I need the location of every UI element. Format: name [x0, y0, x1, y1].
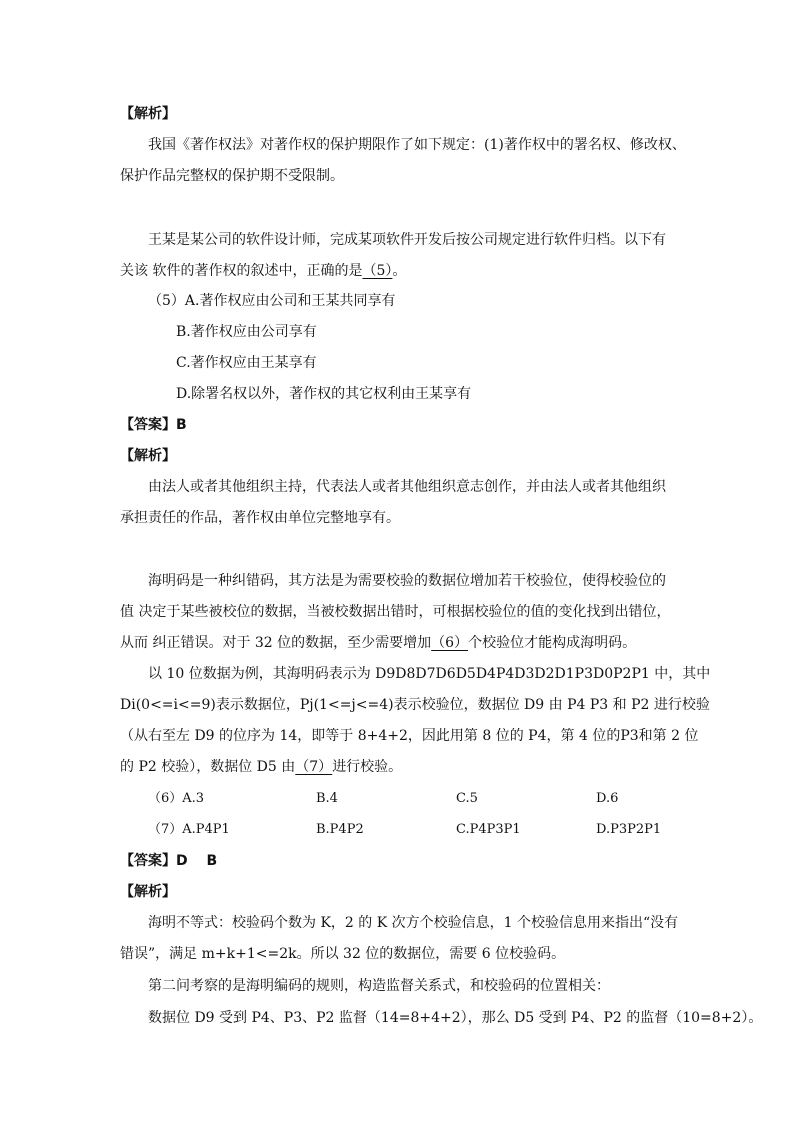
option-c: C.著作权应由王某享有	[176, 355, 317, 371]
paragraph-line: 我国《著作权法》对著作权的保护期限作了如下规定：(1)著作权中的署名权、修改权、	[148, 137, 686, 153]
question-6-line: Di(0<=i<=9)表示数据位，Pj(1<=j<=4)表示校验位，数据位 D9 由 P4 P3 和 P2 进行校验	[120, 697, 710, 713]
answer-value: D B	[176, 853, 218, 869]
blank-5: （5）	[362, 263, 393, 279]
question-5-line: 王某是某公司的软件设计师，完成某项软件开发后按公司规定进行软件归档。以下有	[148, 232, 666, 248]
paragraph-line: 第二问考察的是海明编码的规则，构造监督关系式，和校验码的位置相关：	[148, 978, 610, 994]
paragraph-line: 保护作品完整权的保护期不受限制。	[120, 168, 344, 184]
option-7b: B.P4P2	[316, 822, 364, 837]
answer-line	[120, 416, 187, 434]
option-6d: D.6	[596, 791, 619, 806]
paragraph-line: 错误”，满足 m+k+1<=2k。所以 32 位的数据位，需要 6 位校验码。	[120, 946, 566, 962]
question-6-line: 海明码是一种纠错码，其方法是为需要校验的数据位增加若干校验位，使得校验位的	[148, 573, 666, 589]
paragraph-line: 数据位 D9 受到 P4、P3、P2 监督（14=8+4+2），那么 D5 受到 P4、P2 的监督（10=8+2）。	[148, 1010, 763, 1026]
blank-7: （7）	[295, 759, 333, 775]
question-6-line: 以 10 位数据为例，其海明码表示为 D9D8D7D6D5D4P4D3D2D1P3D0P2P1 中，其中	[148, 666, 711, 682]
option-d: D.除署名权以外，著作权的其它权利由王某享有	[176, 386, 472, 402]
analysis-heading: 【解析】	[120, 884, 176, 900]
option-b: B.著作权应由公司享有	[176, 324, 317, 340]
question-6-line: 值 决定于某些被校位的数据，当被校数据出错时，可根据校验位的值的变化找到出错位，	[120, 604, 671, 620]
option-6b: B.4	[316, 791, 338, 806]
analysis-heading: 【解析】	[120, 106, 176, 122]
answer-label: 【答案】	[120, 417, 176, 433]
paragraph-line: 承担责任的作品，著作权由单位完整地享有。	[120, 510, 400, 526]
answer-value: B	[176, 417, 187, 433]
option-7c: C.P4P3P1	[456, 822, 521, 837]
option-6a: （6）A.3	[148, 791, 205, 806]
option-7d: D.P3P2P1	[596, 822, 662, 837]
answer-line	[120, 852, 217, 870]
question-6-line: 的 P2 校验），数据位 D5 由（7）进行校验。	[120, 759, 403, 775]
option-7a: （7）A.P4P1	[148, 822, 230, 837]
question-5-line: 关该 软件的著作权的叙述中，正确的是（5）。	[120, 263, 407, 279]
paragraph-line: 由法人或者其他组织主持，代表法人或者其他组织意志创作，并由法人或者其他组织	[148, 479, 666, 495]
question-6-line: （从右至左 D9 的位序为 14，即等于 8+4+2，因此用第 8 位的 P4，第 4 位的P3和第 2 位	[120, 728, 699, 744]
paragraph-line: 海明不等式：校验码个数为 K，2 的 K 次方个校验信息，1 个校验信息用来指出“没有	[148, 915, 679, 931]
option-6c: C.5	[456, 791, 478, 806]
question-6-line: 从而 纠正错误。对于 32 位的数据，至少需要增加（6）个校验位才能构成海明码。	[120, 635, 637, 651]
answer-label: 【答案】	[120, 853, 176, 869]
analysis-heading: 【解析】	[120, 448, 176, 464]
blank-6: （6）	[431, 635, 469, 651]
option-a: （5）A.著作权应由公司和王某共同享有	[148, 293, 396, 309]
